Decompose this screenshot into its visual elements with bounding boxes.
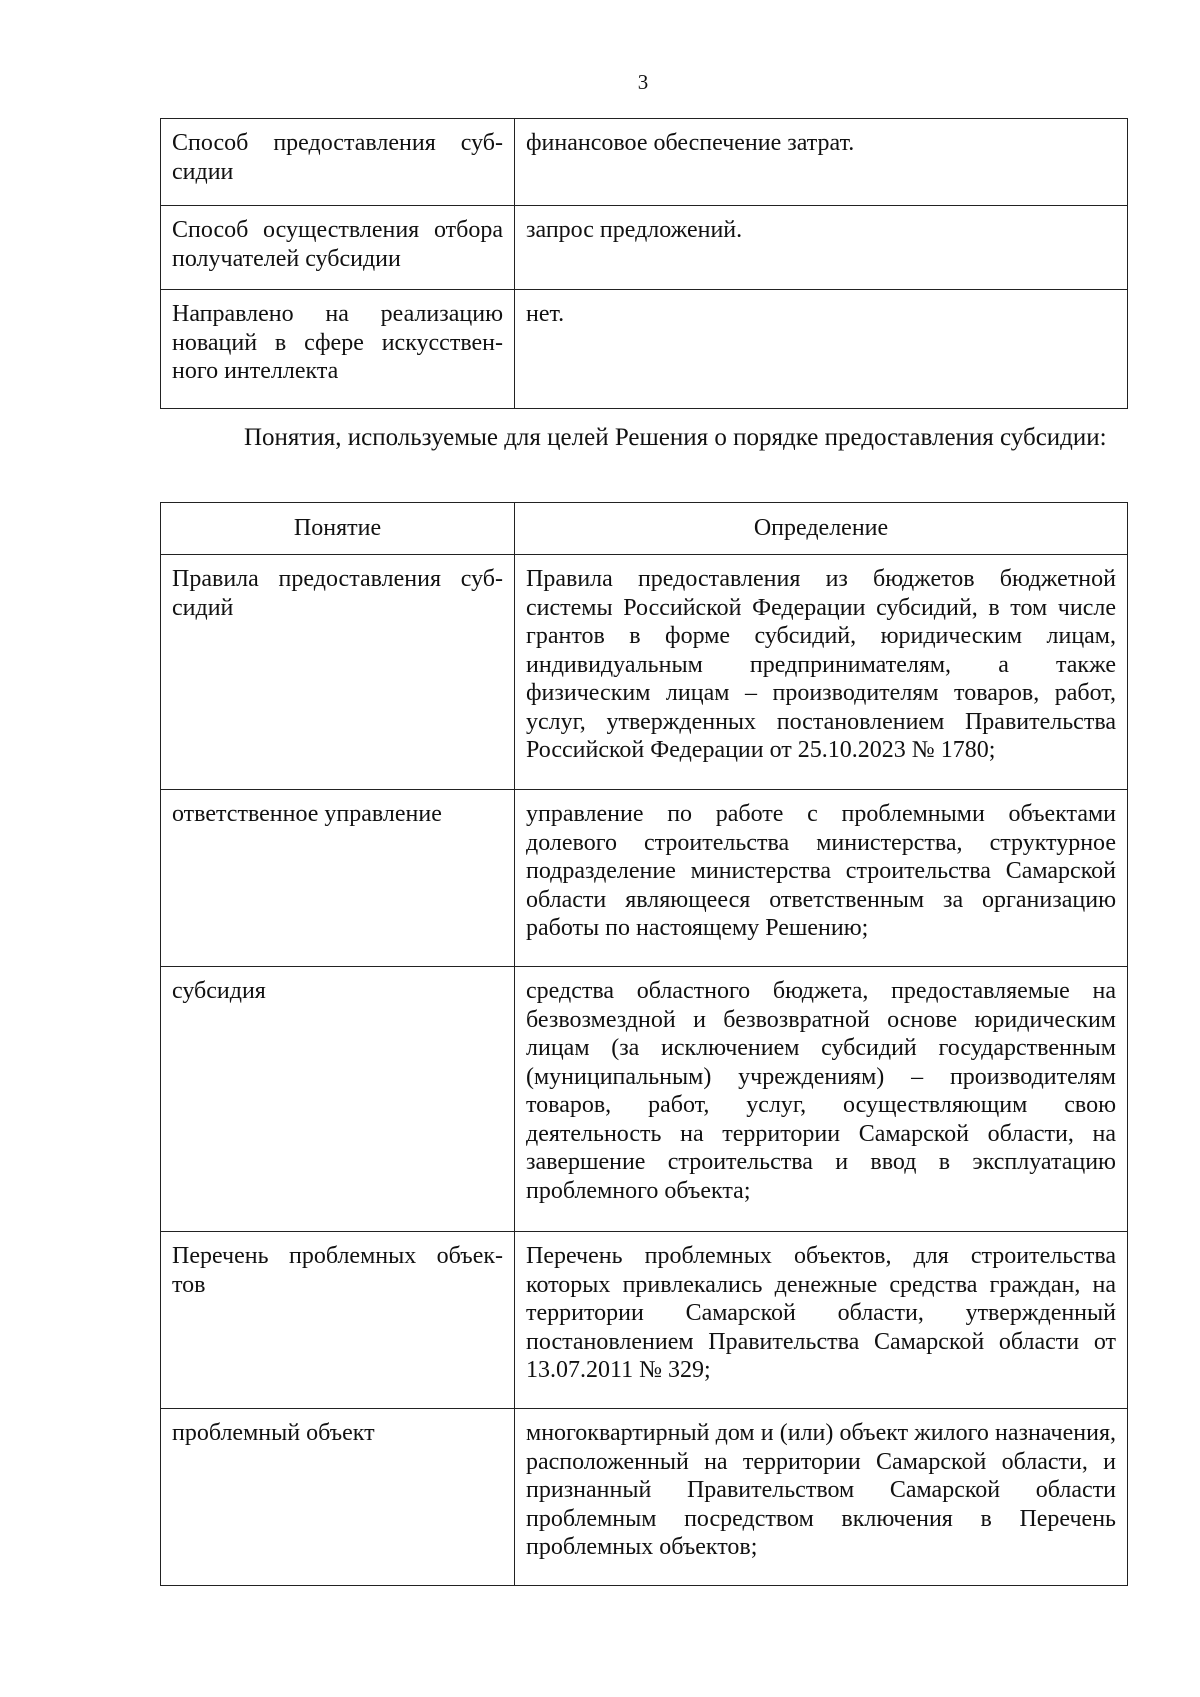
table-row bbox=[161, 206, 1128, 290]
column-header-definition: Определение bbox=[515, 503, 1128, 555]
definitions-intro: Понятия, используемые для целей Решения о порядке предоставления субсидии: bbox=[244, 424, 1107, 451]
table-row bbox=[161, 555, 1128, 790]
definition-cell: многоквартирный дом и (или) объект жилого назначения, расположенный на территории Самарской области, и признанный Правительством Самарской области проблемным посредством включения в Перечень проблемных объектов; bbox=[515, 1409, 1128, 1586]
summary-label-selection-method: Способ осуществления отбора получателей субсидии bbox=[161, 206, 515, 290]
term-cell: субсидия bbox=[161, 967, 515, 1232]
summary-label-subsidy-method: Способ предоставления суб-сидии bbox=[161, 119, 515, 206]
term-cell: ответственное управление bbox=[161, 790, 515, 967]
summary-value-subsidy-method: финансовое обеспечение затрат. bbox=[515, 119, 1128, 206]
summary-label-ai-innovation: Направлено на реализацию новаций в сфере искусствен-ного интеллекта bbox=[161, 290, 515, 409]
table-row bbox=[161, 1409, 1128, 1586]
page-number: 3 bbox=[637, 70, 649, 94]
term-cell: Перечень проблемных объек-тов bbox=[161, 1232, 515, 1409]
table-row bbox=[161, 290, 1128, 409]
table-row bbox=[161, 119, 1128, 206]
definition-cell: Правила предоставления из бюджетов бюджетной системы Российской Федерации субсидий, в том числе грантов в форме субсидий, юридическим лицам, индивидуальным предпринимателям, а также физическим лицам – производителям товаров, работ, услуг, утвержденных постановлением Правительства Российской Федерации от 25.10.2023 № 1780; bbox=[515, 555, 1128, 790]
table-row bbox=[161, 1232, 1128, 1409]
definition-cell: Перечень проблемных объектов, для строительства которых привлекались денежные средства граждан, на территории Самарской области, утвержденный постановлением Правительства Самарской области от 13.07.2011 № 329; bbox=[515, 1232, 1128, 1409]
term-cell: Правила предоставления суб-сидий bbox=[161, 555, 515, 790]
summary-value-selection-method: запрос предложений. bbox=[515, 206, 1128, 290]
table-row bbox=[161, 790, 1128, 967]
definitions-table bbox=[160, 502, 1128, 1586]
summary-table bbox=[160, 118, 1128, 409]
table-row bbox=[161, 967, 1128, 1232]
summary-value-ai-innovation: нет. bbox=[515, 290, 1128, 409]
definition-cell: управление по работе с проблемными объектами долевого строительства министерства, структурное подразделение министерства строительства Самарской области являющееся ответственным за организацию работы по настоящему Решению; bbox=[515, 790, 1128, 967]
column-header-term: Понятие bbox=[161, 503, 515, 555]
table-header-row bbox=[161, 503, 1128, 555]
definition-cell: средства областного бюджета, предоставляемые на безвозмездной и безвозвратной основе юридическим лицам (за исключением субсидий государственным (муниципальным) учреждениям) – производителям товаров, работ, услуг, осуществляющим свою деятельность на территории Самарской области, на завершение строительства и ввод в эксплуатацию проблемного объекта; bbox=[515, 967, 1128, 1232]
term-cell: проблемный объект bbox=[161, 1409, 515, 1586]
